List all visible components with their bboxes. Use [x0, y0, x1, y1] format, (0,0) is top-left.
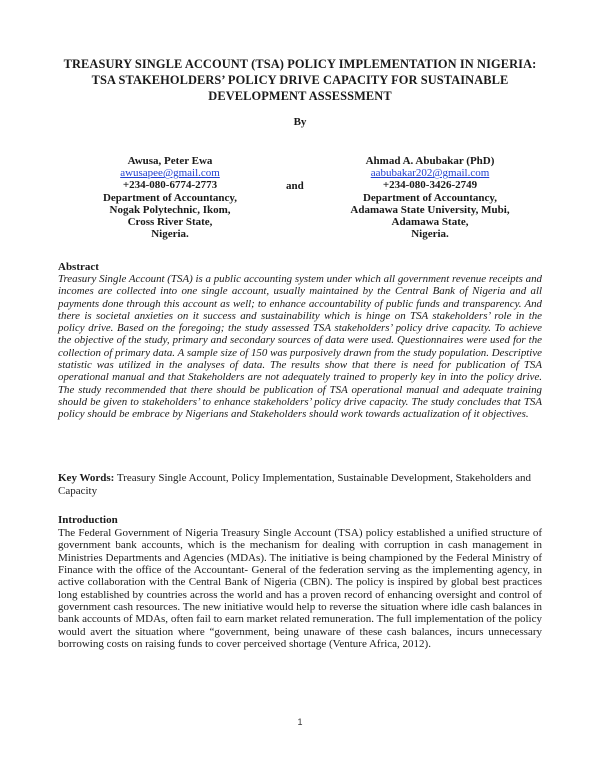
- author-name: Ahmad A. Abubakar (PhD): [365, 155, 495, 167]
- author-phone: +234-080-6774-2773: [122, 179, 218, 192]
- author-institution: Nogak Polytechnic, Ikom,: [109, 203, 231, 216]
- author-email-link[interactable]: aabubakar202@gmail.com: [370, 167, 490, 180]
- keywords-text: Treasury Single Account, Policy Implementation, Sustainable Development, Stakeholders and Capacity: [58, 472, 532, 497]
- author-phone: +234-080-3426-2749: [382, 179, 478, 192]
- author-country: Nigeria.: [151, 228, 189, 241]
- author-block-1: [70, 155, 270, 240]
- author-country: Nigeria.: [411, 228, 449, 241]
- author-email-link[interactable]: awusapee@gmail.com: [120, 167, 220, 180]
- author-institution: Adamawa State University, Mubi,: [350, 203, 510, 216]
- author-state: Cross River State,: [127, 216, 213, 229]
- introduction-heading: Introduction: [58, 514, 118, 526]
- author-block-2: [330, 155, 530, 240]
- keywords: [58, 472, 542, 498]
- author-state: Adamawa State,: [391, 216, 469, 229]
- author-department: Department of Accountancy,: [102, 191, 238, 204]
- author-conjunction: and: [286, 180, 304, 192]
- keywords-label: Key Words:: [58, 472, 115, 484]
- paper-title: TREASURY SINGLE ACCOUNT (TSA) POLICY IMPLEMENTATION IN NIGERIA: TSA STAKEHOLDERS’ POLICY DRIVE CAPACITY FOR SUSTAINABLE DEVELOPMENT ASSESSMENT: [63, 57, 537, 103]
- abstract-text: Treasury Single Account (TSA) is a public accounting system under which all government revenue receipts and incomes are collected into one single account, usually maintained by the Central Bank of Nigeria and all payments done through this account as well; to enhance accountability of public funds and transparency. And there is societal anxieties on it success and sustainability which is hinge on TSA stakeholders’ role in the policy drive. Based on the foregoing; the study assessed TSA stakeholders’ policy drive capacity. To achieve the objective of the study, primary and secondary sources of data were used. Questionnaires were used for the collection of primary data. A sample size of 150 was purposively drawn from the study population. Descriptive statistic was utilized in the analyses of data. The results show that there is need for publication of TSA operational manual and that Stakeholders are not adequately trained to properly key in into the policy drive. The study recommended that there should be publication of TSA operational manual and adequate training should be given to stakeholders’ to enhance stakeholders’ policy drive capacity. The study concludes that TSA policy should be embrace by Nigerians and Stakeholders should work towards actualization of it objectives.: [58, 273, 542, 421]
- author-department: Department of Accountancy,: [362, 191, 498, 204]
- author-name: Awusa, Peter Ewa: [127, 155, 213, 167]
- abstract-heading: Abstract: [58, 261, 99, 273]
- page-number: 1: [297, 717, 303, 727]
- by-line: By: [293, 116, 307, 128]
- introduction-text: The Federal Government of Nigeria Treasury Single Account (TSA) policy established a unified structure of government bank accounts, which is the mechanism for dealing with corruption in cash management in Ministries Departments and Agencies (MDAs). The initiative is being championed by the Federal Ministry of Finance with the office of the Accountant- General of the federation serving as the implementing agency, in active collaboration with the Central Bank of Nigeria (CBN). The policy is inspired by global best practices long established by countries across the world and has a proven record of enhancing oversight and control of government cash resources. The new initiative would help to reverse the situation where idle cash balances in bank accounts of MDAs, often fail to earn market related remuneration. The full implementation of the policy would avert the situation where “government, being unaware of these cash balances, incurs unnecessary borrowing costs on raising funds to cover perceived shortage (Venture Africa, 2012).: [58, 527, 542, 651]
